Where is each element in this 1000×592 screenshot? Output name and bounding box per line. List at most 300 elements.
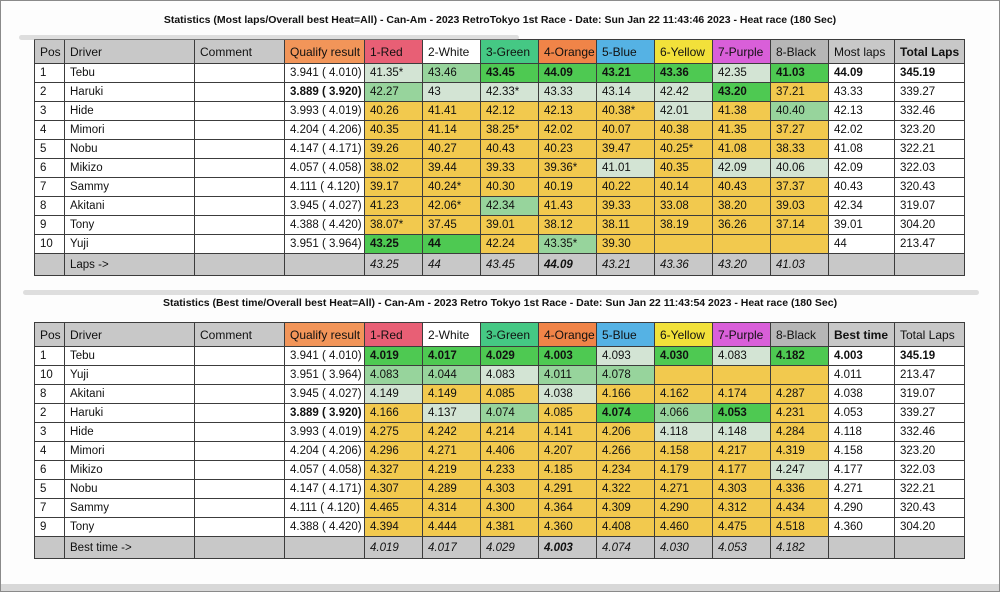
summary-cell: 44 <box>829 235 895 254</box>
comment-cell <box>195 102 285 121</box>
footer-pos-cell <box>35 254 65 276</box>
driver-cell: Mimori <box>65 121 195 140</box>
comment-cell <box>195 442 285 461</box>
comment-cell <box>195 499 285 518</box>
col-header-7-purple: 7-Purple <box>713 323 771 347</box>
heat-cell: 4.289 <box>423 480 481 499</box>
comment-cell <box>195 404 285 423</box>
col-header-6-yellow: 6-Yellow <box>655 40 713 64</box>
col-header-total-laps: Total Laps <box>895 40 965 64</box>
heat-cell: 4.085 <box>481 385 539 404</box>
total-laps-cell: 345.19 <box>895 64 965 83</box>
footer-heat-best-cell: 41.03 <box>771 254 829 276</box>
heat-cell: 4.217 <box>713 442 771 461</box>
heat-cell: 43.25 <box>365 235 423 254</box>
driver-row <box>35 178 965 197</box>
driver-row <box>35 442 965 461</box>
pos-cell: 10 <box>35 235 65 254</box>
footer-heat-best-cell: 4.003 <box>539 537 597 559</box>
heat-cell: 4.460 <box>655 518 713 537</box>
heat-cell: 4.038 <box>539 385 597 404</box>
heat-cell: 4.247 <box>771 461 829 480</box>
summary-cell: 4.003 <box>829 347 895 366</box>
driver-cell: Tebu <box>65 347 195 366</box>
qualify-cell: 4.388 ( 4.420) <box>285 518 365 537</box>
heat-cell: 4.336 <box>771 480 829 499</box>
driver-row <box>35 385 965 404</box>
qualify-cell: 4.204 ( 4.206) <box>285 121 365 140</box>
heat-cell: 4.360 <box>539 518 597 537</box>
col-header-4-orange: 4-Orange <box>539 323 597 347</box>
heat-cell: 4.322 <box>597 480 655 499</box>
heat-cell: 4.284 <box>771 423 829 442</box>
col-header-8-black: 8-Black <box>771 323 829 347</box>
heat-cell: 43.33 <box>539 83 597 102</box>
total-laps-cell: 322.21 <box>895 140 965 159</box>
heat-cell: 42.35 <box>713 64 771 83</box>
heat-cell: 38.33 <box>771 140 829 159</box>
pos-cell: 4 <box>35 442 65 461</box>
heat-cell <box>713 235 771 254</box>
comment-cell <box>195 83 285 102</box>
pos-cell: 9 <box>35 518 65 537</box>
heat-cell: 41.23 <box>365 197 423 216</box>
footer-summary-cell <box>829 254 895 276</box>
comment-cell <box>195 385 285 404</box>
footer-summary-cell <box>829 537 895 559</box>
driver-row <box>35 83 965 102</box>
heat-cell: 40.38* <box>597 102 655 121</box>
pos-cell: 9 <box>35 216 65 235</box>
heat-cell: 4.394 <box>365 518 423 537</box>
heat-cell: 4.019 <box>365 347 423 366</box>
heat-cell: 38.25* <box>481 121 539 140</box>
pos-cell: 6 <box>35 159 65 178</box>
summary-cell: 44.09 <box>829 64 895 83</box>
total-laps-cell: 339.27 <box>895 404 965 423</box>
total-laps-cell: 213.47 <box>895 366 965 385</box>
heat-cell: 4.166 <box>365 404 423 423</box>
pos-cell: 5 <box>35 480 65 499</box>
heat-cell: 37.14 <box>771 216 829 235</box>
heat-cell: 37.45 <box>423 216 481 235</box>
driver-cell: Mimori <box>65 442 195 461</box>
footer-qualify-cell <box>285 254 365 276</box>
heat-cell: 43.36 <box>655 64 713 83</box>
heat-cell: 4.319 <box>771 442 829 461</box>
heat-cell: 39.33 <box>597 197 655 216</box>
footer-heat-best-cell: 4.182 <box>771 537 829 559</box>
pos-cell: 1 <box>35 347 65 366</box>
heat-cell: 4.185 <box>539 461 597 480</box>
heat-cell: 38.11 <box>597 216 655 235</box>
summary-cell: 4.118 <box>829 423 895 442</box>
qualify-cell: 4.111 ( 4.120) <box>285 499 365 518</box>
heat-cell: 4.078 <box>597 366 655 385</box>
driver-row <box>35 366 965 385</box>
col-header-5-blue: 5-Blue <box>597 40 655 64</box>
pos-cell: 7 <box>35 178 65 197</box>
total-laps-cell: 320.43 <box>895 499 965 518</box>
most-laps-table <box>34 39 965 276</box>
heat-cell: 41.38 <box>713 102 771 121</box>
heat-cell: 4.149 <box>365 385 423 404</box>
heat-cell: 4.381 <box>481 518 539 537</box>
heat-cell: 40.30 <box>481 178 539 197</box>
heat-cell: 4.003 <box>539 347 597 366</box>
driver-cell: Nobu <box>65 480 195 499</box>
heat-cell: 4.085 <box>539 404 597 423</box>
summary-footer-row <box>35 537 965 559</box>
heat-cell: 39.47 <box>597 140 655 159</box>
heat-cell: 4.166 <box>597 385 655 404</box>
heat-cell: 4.287 <box>771 385 829 404</box>
driver-cell: Akitani <box>65 385 195 404</box>
heat-cell: 41.43 <box>539 197 597 216</box>
qualify-cell: 3.951 ( 3.964) <box>285 366 365 385</box>
heat-cell: 41.41 <box>423 102 481 121</box>
qualify-cell: 3.993 ( 4.019) <box>285 423 365 442</box>
total-laps-cell: 319.07 <box>895 385 965 404</box>
heat-cell: 38.07* <box>365 216 423 235</box>
qualify-cell: 4.147 ( 4.171) <box>285 140 365 159</box>
qualify-cell: 4.388 ( 4.420) <box>285 216 365 235</box>
driver-cell: Tony <box>65 518 195 537</box>
footer-heat-best-cell: 43.21 <box>597 254 655 276</box>
pos-cell: 3 <box>35 102 65 121</box>
qualify-cell: 3.941 ( 4.010) <box>285 347 365 366</box>
heat-cell: 43.35* <box>539 235 597 254</box>
driver-cell: Mikizo <box>65 461 195 480</box>
heat-cell: 42.01 <box>655 102 713 121</box>
col-header-total-laps: Total Laps <box>895 323 965 347</box>
footer-heat-best-cell: 43.36 <box>655 254 713 276</box>
summary-cell: 40.43 <box>829 178 895 197</box>
heat-cell: 33.08 <box>655 197 713 216</box>
footer-heat-best-cell: 44.09 <box>539 254 597 276</box>
summary-cell: 39.01 <box>829 216 895 235</box>
heat-cell: 43.45 <box>481 64 539 83</box>
driver-cell: Yuji <box>65 235 195 254</box>
total-laps-cell: 322.21 <box>895 480 965 499</box>
col-header-pos: Pos <box>35 40 65 64</box>
footer-comment-cell <box>195 537 285 559</box>
pos-cell: 10 <box>35 366 65 385</box>
heat-cell: 4.214 <box>481 423 539 442</box>
comment-cell <box>195 366 285 385</box>
heat-cell: 43.46 <box>423 64 481 83</box>
pos-cell: 8 <box>35 385 65 404</box>
heat-cell: 42.34 <box>481 197 539 216</box>
driver-row <box>35 121 965 140</box>
qualify-cell: 4.204 ( 4.206) <box>285 442 365 461</box>
driver-cell: Haruki <box>65 83 195 102</box>
qualify-cell: 4.057 ( 4.058) <box>285 159 365 178</box>
heat-cell: 39.33 <box>481 159 539 178</box>
qualify-cell: 3.993 ( 4.019) <box>285 102 365 121</box>
heat-cell: 44 <box>423 235 481 254</box>
heat-cell: 4.271 <box>655 480 713 499</box>
heat-cell: 4.234 <box>597 461 655 480</box>
driver-row <box>35 518 965 537</box>
footer-heat-best-cell: 43.20 <box>713 254 771 276</box>
heat-cell: 4.017 <box>423 347 481 366</box>
qualify-cell: 3.889 ( 3.920) <box>285 404 365 423</box>
heat-cell: 4.291 <box>539 480 597 499</box>
summary-cell: 41.08 <box>829 140 895 159</box>
total-laps-cell: 319.07 <box>895 197 965 216</box>
heat-cell: 40.07 <box>597 121 655 140</box>
footer-heat-best-cell: 4.017 <box>423 537 481 559</box>
col-header-4-orange: 4-Orange <box>539 40 597 64</box>
summary-cell: 4.011 <box>829 366 895 385</box>
qualify-cell: 4.111 ( 4.120) <box>285 178 365 197</box>
heat-cell: 38.19 <box>655 216 713 235</box>
heat-cell: 40.43 <box>713 178 771 197</box>
total-laps-cell: 322.03 <box>895 461 965 480</box>
col-header-driver: Driver <box>65 40 195 64</box>
col-header-comment: Comment <box>195 323 285 347</box>
driver-row <box>35 197 965 216</box>
driver-row <box>35 347 965 366</box>
scan-streak <box>1 584 999 591</box>
heat-cell: 4.074 <box>481 404 539 423</box>
qualify-cell: 3.951 ( 3.964) <box>285 235 365 254</box>
heat-cell: 43.20 <box>713 83 771 102</box>
heat-cell: 4.149 <box>423 385 481 404</box>
pos-cell: 8 <box>35 197 65 216</box>
heat-cell: 40.24* <box>423 178 481 197</box>
heat-cell: 42.06* <box>423 197 481 216</box>
heat-cell: 4.309 <box>597 499 655 518</box>
heat-cell: 4.434 <box>771 499 829 518</box>
heat-cell: 40.40 <box>771 102 829 121</box>
heat-cell: 4.174 <box>713 385 771 404</box>
heat-cell: 4.044 <box>423 366 481 385</box>
heat-cell: 41.03 <box>771 64 829 83</box>
qualify-cell: 3.941 ( 4.010) <box>285 64 365 83</box>
heat-cell: 40.43 <box>481 140 539 159</box>
total-laps-cell: 322.03 <box>895 159 965 178</box>
heat-cell: 41.35* <box>365 64 423 83</box>
driver-row <box>35 159 965 178</box>
heat-cell: 39.44 <box>423 159 481 178</box>
driver-row <box>35 64 965 83</box>
footer-total-cell <box>895 537 965 559</box>
driver-cell: Akitani <box>65 197 195 216</box>
col-header-most-laps: Most laps <box>829 40 895 64</box>
col-header-qualify-result: Qualify result <box>285 40 365 64</box>
footer-comment-cell <box>195 254 285 276</box>
heat-cell: 4.296 <box>365 442 423 461</box>
col-header-2-white: 2-White <box>423 323 481 347</box>
heat-cell: 40.14 <box>655 178 713 197</box>
summary-cell: 42.34 <box>829 197 895 216</box>
heat-cell: 4.444 <box>423 518 481 537</box>
summary-cell: 4.177 <box>829 461 895 480</box>
heat-cell: 42.42 <box>655 83 713 102</box>
footer-heat-best-cell: 43.25 <box>365 254 423 276</box>
heat-cell: 38.20 <box>713 197 771 216</box>
comment-cell <box>195 423 285 442</box>
heat-cell: 4.182 <box>771 347 829 366</box>
summary-cell: 4.360 <box>829 518 895 537</box>
heat-cell: 39.36* <box>539 159 597 178</box>
driver-cell: Nobu <box>65 140 195 159</box>
qualify-cell: 3.945 ( 4.027) <box>285 197 365 216</box>
heat-cell: 4.314 <box>423 499 481 518</box>
heat-cell: 40.26 <box>365 102 423 121</box>
heat-cell: 4.093 <box>597 347 655 366</box>
heat-cell: 4.406 <box>481 442 539 461</box>
col-header-1-red: 1-Red <box>365 40 423 64</box>
heat-cell: 37.21 <box>771 83 829 102</box>
header-row <box>35 40 965 64</box>
col-header-5-blue: 5-Blue <box>597 323 655 347</box>
comment-cell <box>195 461 285 480</box>
total-laps-cell: 339.27 <box>895 83 965 102</box>
heat-cell: 40.27 <box>423 140 481 159</box>
heat-cell: 39.30 <box>597 235 655 254</box>
total-laps-cell: 304.20 <box>895 216 965 235</box>
col-header-pos: Pos <box>35 323 65 347</box>
heat-cell: 4.303 <box>481 480 539 499</box>
heat-cell: 39.03 <box>771 197 829 216</box>
qualify-cell: 3.889 ( 3.920) <box>285 83 365 102</box>
summary-cell: 4.158 <box>829 442 895 461</box>
best-time-table <box>34 322 965 559</box>
pos-cell: 2 <box>35 83 65 102</box>
heat-cell: 4.158 <box>655 442 713 461</box>
heat-cell: 4.231 <box>771 404 829 423</box>
heat-cell: 41.08 <box>713 140 771 159</box>
heat-cell: 37.27 <box>771 121 829 140</box>
footer-total-cell <box>895 254 965 276</box>
heat-cell <box>771 235 829 254</box>
heat-cell: 4.083 <box>713 347 771 366</box>
heat-cell: 4.074 <box>597 404 655 423</box>
comment-cell <box>195 64 285 83</box>
heat-cell: 4.300 <box>481 499 539 518</box>
heat-cell: 4.219 <box>423 461 481 480</box>
col-header-3-green: 3-Green <box>481 323 539 347</box>
total-laps-cell: 332.46 <box>895 102 965 121</box>
comment-cell <box>195 197 285 216</box>
driver-cell: Sammy <box>65 499 195 518</box>
heat-cell: 4.179 <box>655 461 713 480</box>
comment-cell <box>195 159 285 178</box>
pos-cell: 7 <box>35 499 65 518</box>
heat-cell: 4.162 <box>655 385 713 404</box>
comment-cell <box>195 216 285 235</box>
pos-cell: 5 <box>35 140 65 159</box>
summary-cell: 4.271 <box>829 480 895 499</box>
heat-cell: 4.475 <box>713 518 771 537</box>
summary-cell: 4.038 <box>829 385 895 404</box>
driver-row <box>35 480 965 499</box>
heat-cell: 42.33* <box>481 83 539 102</box>
summary-cell: 42.13 <box>829 102 895 121</box>
footer-heat-best-cell: 4.029 <box>481 537 539 559</box>
pos-cell: 2 <box>35 404 65 423</box>
total-laps-cell: 304.20 <box>895 518 965 537</box>
heat-cell: 40.23 <box>539 140 597 159</box>
driver-cell: Tebu <box>65 64 195 83</box>
col-header-6-yellow: 6-Yellow <box>655 323 713 347</box>
footer-label-cell: Best time -> <box>65 537 195 559</box>
heat-cell: 4.364 <box>539 499 597 518</box>
heat-cell: 39.01 <box>481 216 539 235</box>
comment-cell <box>195 347 285 366</box>
heat-cell: 4.518 <box>771 518 829 537</box>
heat-cell: 4.083 <box>481 366 539 385</box>
heat-cell: 39.26 <box>365 140 423 159</box>
heat-cell: 4.408 <box>597 518 655 537</box>
heat-cell: 43.21 <box>597 64 655 83</box>
comment-cell <box>195 121 285 140</box>
driver-row <box>35 404 965 423</box>
driver-cell: Haruki <box>65 404 195 423</box>
heat-cell: 4.177 <box>713 461 771 480</box>
driver-row <box>35 235 965 254</box>
col-header-comment: Comment <box>195 40 285 64</box>
col-header-8-black: 8-Black <box>771 40 829 64</box>
footer-qualify-cell <box>285 537 365 559</box>
summary-footer-row <box>35 254 965 276</box>
heat-cell: 40.06 <box>771 159 829 178</box>
heat-cell: 4.327 <box>365 461 423 480</box>
comment-cell <box>195 235 285 254</box>
heat-cell: 4.011 <box>539 366 597 385</box>
heat-cell: 40.38 <box>655 121 713 140</box>
heat-cell: 4.290 <box>655 499 713 518</box>
total-laps-cell: 323.20 <box>895 121 965 140</box>
heat-cell: 42.02 <box>539 121 597 140</box>
header-row <box>35 323 965 347</box>
footer-heat-best-cell: 44 <box>423 254 481 276</box>
heat-cell: 4.307 <box>365 480 423 499</box>
heat-cell: 4.141 <box>539 423 597 442</box>
col-header-7-purple: 7-Purple <box>713 40 771 64</box>
heat-cell: 4.029 <box>481 347 539 366</box>
pos-cell: 3 <box>35 423 65 442</box>
driver-row <box>35 102 965 121</box>
heat-cell: 4.207 <box>539 442 597 461</box>
heat-cell: 41.01 <box>597 159 655 178</box>
footer-heat-best-cell: 43.45 <box>481 254 539 276</box>
heat-cell: 4.137 <box>423 404 481 423</box>
col-header-qualify-result: Qualify result <box>285 323 365 347</box>
heat-cell: 43 <box>423 83 481 102</box>
heat-cell: 44.09 <box>539 64 597 83</box>
heat-cell: 42.27 <box>365 83 423 102</box>
driver-row <box>35 499 965 518</box>
col-header-3-green: 3-Green <box>481 40 539 64</box>
heat-cell: 41.14 <box>423 121 481 140</box>
total-laps-cell: 323.20 <box>895 442 965 461</box>
heat-cell: 4.303 <box>713 480 771 499</box>
driver-row <box>35 423 965 442</box>
heat-cell: 4.275 <box>365 423 423 442</box>
heat-cell: 38.12 <box>539 216 597 235</box>
heat-cell: 4.118 <box>655 423 713 442</box>
heat-cell: 42.13 <box>539 102 597 121</box>
comment-cell <box>195 140 285 159</box>
col-header-best-time: Best time <box>829 323 895 347</box>
heat-cell: 4.030 <box>655 347 713 366</box>
comment-cell <box>195 480 285 499</box>
heat-cell <box>655 235 713 254</box>
